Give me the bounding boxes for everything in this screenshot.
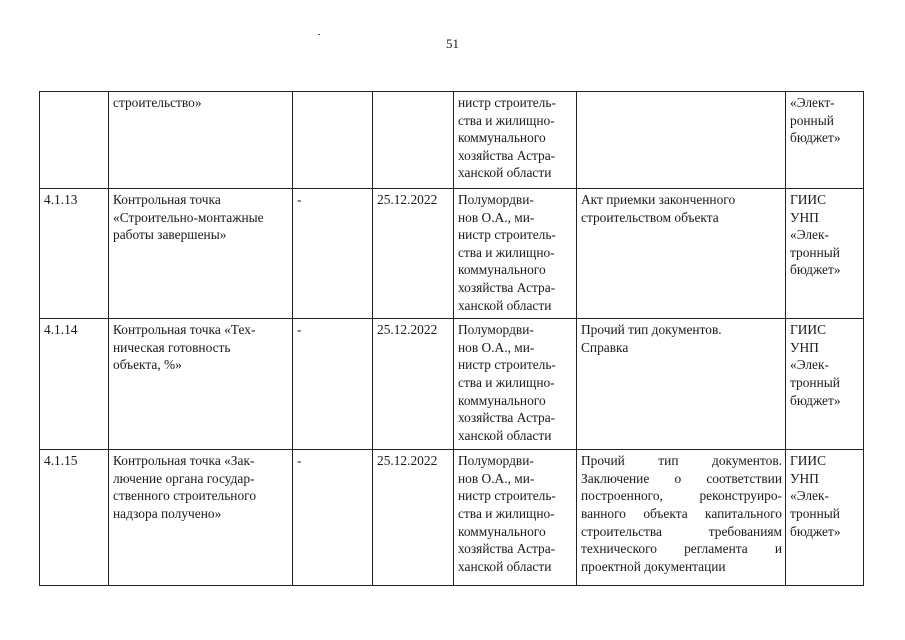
scan-speck — [318, 34, 320, 35]
cell-number: 4.1.15 — [40, 450, 109, 586]
text-line: нов О.А., ми- — [458, 209, 535, 225]
text-line: построенного, реконструиро- — [581, 488, 782, 504]
text-line: коммунального — [458, 262, 546, 278]
text-line: коммунального — [458, 523, 546, 539]
text-line: ГИИС — [790, 192, 827, 207]
cell-number — [40, 92, 109, 189]
text-line: Полумордви- — [458, 453, 534, 469]
text-line: УНП — [790, 209, 819, 225]
activity-table — [39, 91, 864, 586]
text-line: хозяйства Астра- — [458, 147, 556, 163]
text-line: ГИИС — [790, 453, 827, 469]
page-number: 51 — [446, 36, 459, 51]
text-line: ства и жилищно- — [458, 112, 555, 128]
cell-document — [577, 92, 786, 189]
text-line: ническая готовность — [113, 339, 231, 355]
text-line: Прочий тип документов. — [581, 322, 722, 338]
text-line: коммунального — [458, 392, 546, 408]
cell-document — [577, 189, 786, 319]
text-line: хозяйства Астра- — [458, 279, 556, 295]
cell-start-date: - — [293, 189, 373, 319]
cell-responsible — [454, 450, 577, 586]
text-line: нистр строитель- — [458, 227, 556, 243]
text-line: Заключение о соответствии — [581, 470, 782, 486]
text-line: проектной документации — [581, 558, 726, 574]
text-line: Полумордви- — [458, 192, 534, 207]
text-line: строительство» — [113, 95, 202, 110]
text-line: работы завершены» — [113, 227, 227, 243]
text-line: объекта, %» — [113, 357, 182, 373]
cell-checkpoint-name — [109, 319, 293, 450]
cell-information-system — [786, 450, 864, 586]
text-line: бюджет» — [790, 130, 841, 146]
text-line: нистр строитель- — [458, 357, 556, 373]
cell-information-system — [786, 319, 864, 450]
cell-start-date: - — [293, 319, 373, 450]
text-line: УНП — [790, 470, 819, 486]
text-line: УНП — [790, 339, 819, 355]
text-line: бюджет» — [790, 523, 841, 539]
text-line: «Элек- — [790, 357, 829, 373]
text-line: Контрольная точка «Тех- — [113, 322, 256, 338]
text-line: ства и жилищно- — [458, 505, 555, 521]
table-row — [40, 189, 864, 319]
text-line: ханской области — [458, 297, 552, 313]
text-line: лючение органа государ- — [113, 470, 255, 486]
text-line: нистр строитель- — [458, 95, 556, 110]
cell-end-date: 25.12.2022 — [373, 189, 454, 319]
cell-document — [577, 319, 786, 450]
text-line: хозяйства Астра- — [458, 541, 556, 557]
table-row — [40, 450, 864, 586]
text-line: тронный — [790, 505, 840, 521]
text-line: Полумордви- — [458, 322, 534, 338]
cell-responsible — [454, 189, 577, 319]
text-line: ГИИС — [790, 322, 827, 338]
cell-document — [577, 450, 786, 586]
cell-number: 4.1.14 — [40, 319, 109, 450]
text-line: ства и жилищно- — [458, 374, 555, 390]
text-line: нов О.А., ми- — [458, 470, 535, 486]
text-line: ства и жилищно- — [458, 244, 555, 260]
text-line: Справка — [581, 339, 629, 355]
cell-checkpoint-name — [109, 450, 293, 586]
text-line: ванного объекта капитального — [581, 505, 782, 521]
text-line: «Элект- — [790, 95, 835, 110]
text-line: Прочий тип документов. — [581, 453, 782, 469]
cell-start-date — [293, 92, 373, 189]
cell-end-date: 25.12.2022 — [373, 319, 454, 450]
cell-start-date: - — [293, 450, 373, 586]
text-line: строительством объекта — [581, 209, 719, 225]
text-line: «Элек- — [790, 488, 829, 504]
text-line: коммунального — [458, 130, 546, 146]
text-line: строительства требованиям — [581, 523, 782, 539]
text-line: Контрольная точка — [113, 192, 221, 207]
table-body — [40, 92, 864, 586]
text-line: бюджет» — [790, 262, 841, 278]
text-line: бюджет» — [790, 392, 841, 408]
cell-information-system — [786, 92, 864, 189]
text-line: нистр строитель- — [458, 488, 556, 504]
cell-end-date: 25.12.2022 — [373, 450, 454, 586]
cell-checkpoint-name — [109, 189, 293, 319]
text-line: ханской области — [458, 165, 552, 181]
text-line: «Строительно-монтажные — [113, 209, 264, 225]
text-line: нов О.А., ми- — [458, 339, 535, 355]
text-line: ханской области — [458, 427, 552, 443]
text-line: «Элек- — [790, 227, 829, 243]
cell-end-date — [373, 92, 454, 189]
text-line: тронный — [790, 374, 840, 390]
cell-information-system — [786, 189, 864, 319]
cell-responsible — [454, 319, 577, 450]
text-line: ханской области — [458, 558, 552, 574]
text-line: Акт приемки законченного — [581, 192, 736, 207]
text-line: технического регламента и — [581, 541, 782, 557]
text-line: ственного строительного — [113, 488, 257, 504]
cell-responsible — [454, 92, 577, 189]
table-row — [40, 319, 864, 450]
cell-number: 4.1.13 — [40, 189, 109, 319]
text-line: надзора получено» — [113, 505, 222, 521]
text-line: тронный — [790, 244, 840, 260]
table-row — [40, 92, 864, 189]
text-line: хозяйства Астра- — [458, 410, 556, 426]
text-line: Контрольная точка «Зак- — [113, 453, 255, 469]
cell-checkpoint-name — [109, 92, 293, 189]
text-line: ронный — [790, 112, 834, 128]
